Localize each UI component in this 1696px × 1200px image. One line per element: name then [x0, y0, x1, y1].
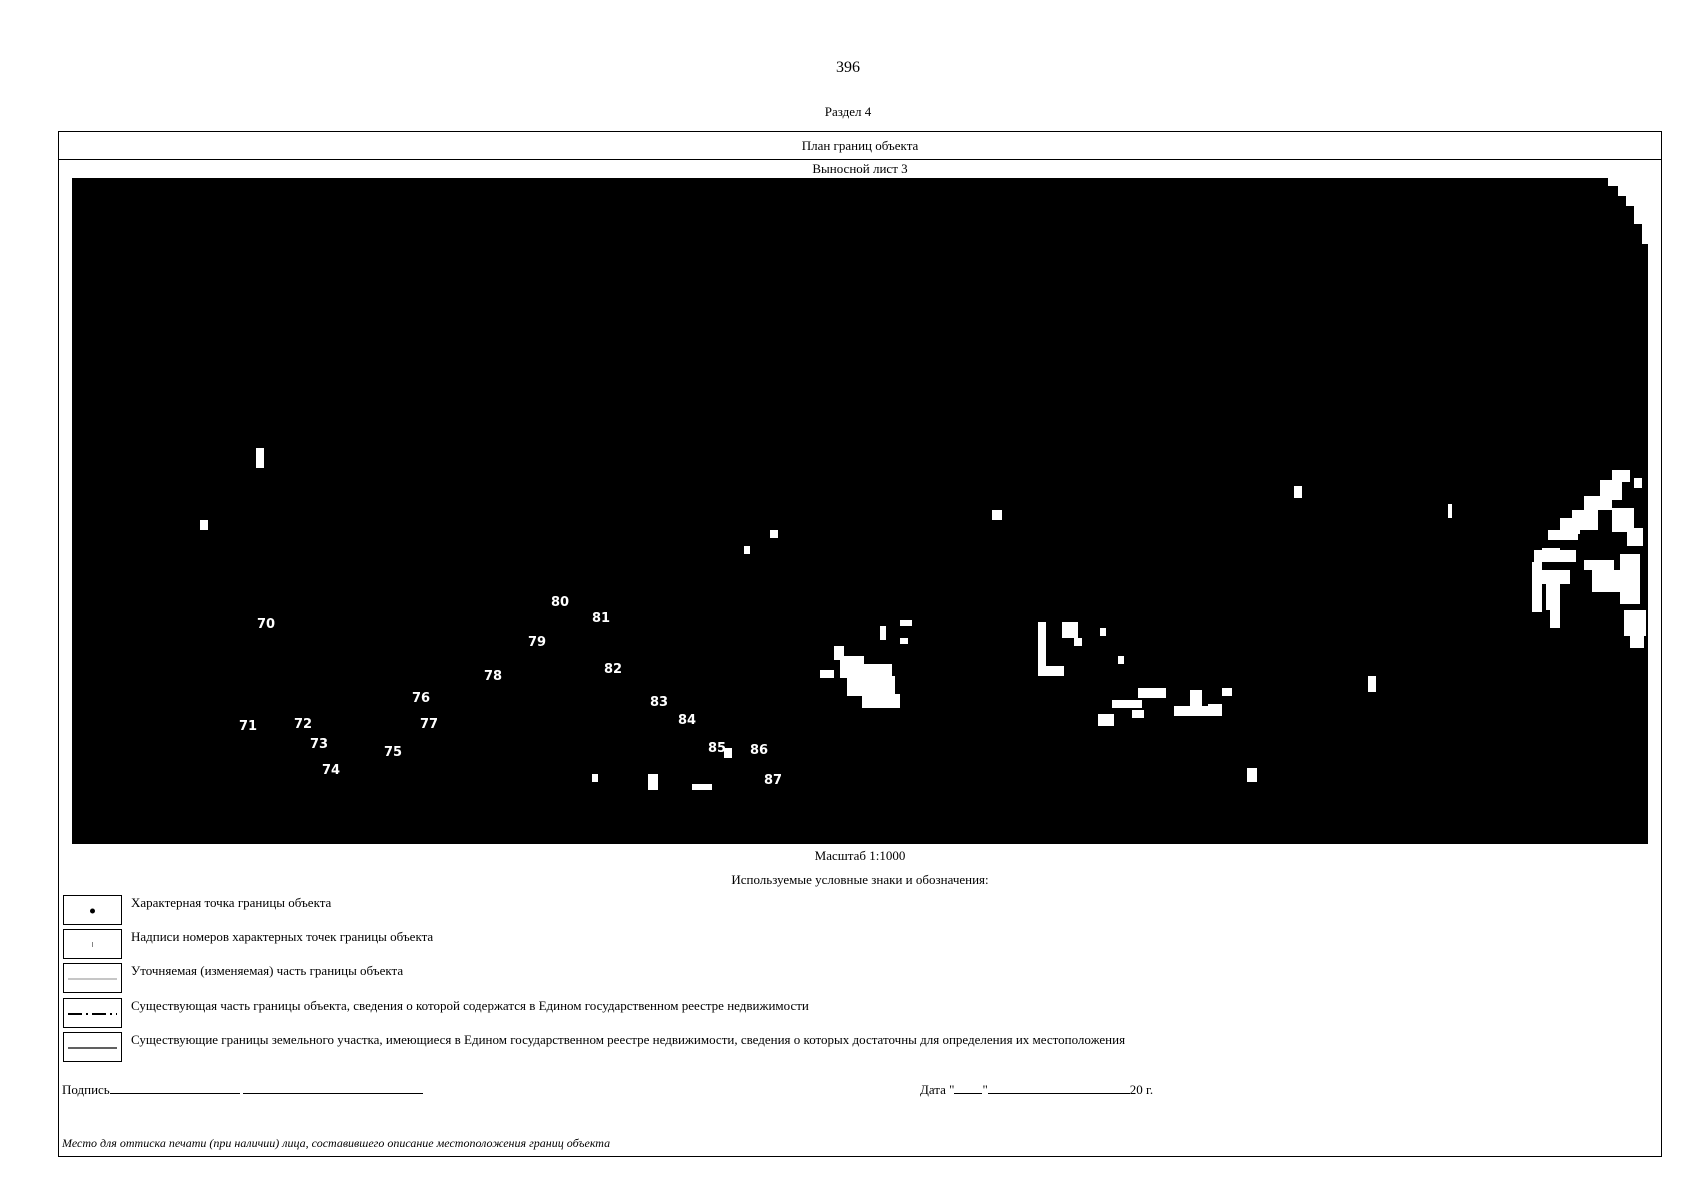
- map-artifact-top-right: [1608, 178, 1648, 244]
- section-title: Раздел 4: [824, 104, 872, 119]
- point-label: 76: [412, 691, 431, 706]
- legend-title: Используемые условные знаки и обозначения:: [731, 872, 989, 887]
- map-drawing: [72, 178, 1648, 844]
- stamp-note: Место для оттиска печати (при наличии) лица, составившего описание местоположения границ объекта: [62, 1136, 611, 1150]
- legend-item-point: [63, 895, 1563, 927]
- date-quote: ": [982, 1082, 988, 1097]
- signature-name-line[interactable]: [243, 1081, 423, 1094]
- legend-label: Существующая часть границы объекта, сведения о которой содержатся в Едином государственном реестре недвижимости: [131, 998, 809, 1013]
- sheet-title: Выносной лист 3: [812, 161, 908, 176]
- thin-line-icon: [64, 964, 121, 992]
- legend-symbol-solid-line: [63, 1032, 122, 1062]
- date-day-line[interactable]: [954, 1081, 982, 1094]
- date-month-line[interactable]: [988, 1081, 1130, 1094]
- point-label: 86: [750, 743, 769, 758]
- point-label: 74: [322, 763, 341, 778]
- point-label: 73: [310, 737, 329, 752]
- solid-line-icon: [64, 1033, 121, 1061]
- legend-symbol-point-number: [63, 929, 122, 959]
- point-label: 80: [551, 595, 570, 610]
- map-artifact-right-cluster: [1532, 470, 1646, 648]
- date-label: Дата ": [920, 1082, 955, 1097]
- point-label: 82: [604, 662, 623, 677]
- date-year: 20 г.: [1129, 1082, 1154, 1097]
- point-label: 77: [420, 717, 439, 732]
- boundary-plan-map: [72, 178, 1648, 844]
- legend-symbol-dash-dot-line: [63, 998, 122, 1028]
- point-label: 85: [708, 741, 727, 756]
- signature-row: [62, 1081, 423, 1098]
- point-label: 78: [484, 669, 503, 684]
- point-label: 71: [239, 719, 258, 734]
- legend-item-dash-dot-line: [63, 998, 1563, 1030]
- point-label-group: [239, 595, 782, 788]
- map-artifact-center: [200, 448, 1452, 790]
- date-row: [920, 1081, 1153, 1098]
- point-label: 72: [294, 717, 313, 732]
- legend-item-solid-line: [63, 1032, 1563, 1064]
- legend-item-point-number: [63, 929, 1563, 961]
- signature-line[interactable]: [110, 1081, 240, 1094]
- plan-frame: [58, 131, 1662, 1157]
- point-label: 79: [528, 635, 547, 650]
- point-label: 81: [592, 611, 611, 626]
- point-dot-icon: [64, 896, 121, 924]
- legend-label: Уточняемая (изменяемая) часть границы объекта: [131, 963, 404, 978]
- legend-symbol-thin-line: [63, 963, 122, 993]
- signature-label: Подпись: [62, 1082, 110, 1097]
- legend-label: Существующие границы земельного участка, имеющиеся в Едином государственном реестре недвижимости, сведения о которых достаточны для определения их местоположения: [131, 1032, 1126, 1047]
- point-label: 75: [384, 745, 403, 760]
- legend-label: Надписи номеров характерных точек границы объекта: [131, 929, 434, 944]
- map-scale: Масштаб 1:1000: [814, 848, 906, 863]
- page-number: 396: [836, 59, 860, 76]
- point-label: 84: [678, 713, 697, 728]
- point-label: 87: [764, 773, 783, 788]
- dash-dot-line-icon: [64, 999, 121, 1027]
- legend-symbol-point: [63, 895, 122, 925]
- point-label: 70: [257, 617, 276, 632]
- legend-label: Характерная точка границы объекта: [131, 895, 332, 910]
- legend-item-thin-line: [63, 963, 1563, 995]
- point-number-icon: [64, 930, 121, 958]
- title-divider: [59, 159, 1661, 160]
- point-label: 83: [650, 695, 669, 710]
- plan-title: План границ объекта: [801, 138, 919, 153]
